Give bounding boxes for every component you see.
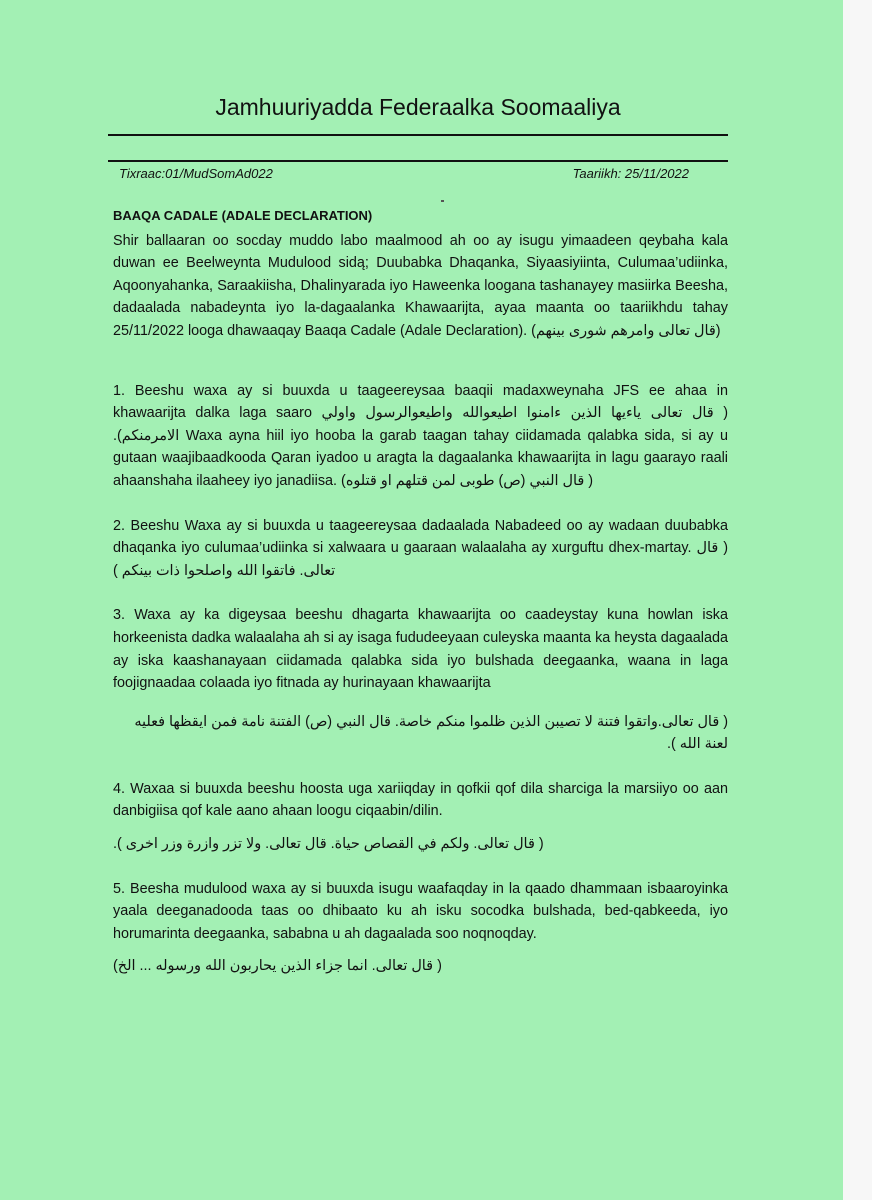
declaration-heading: BAAQA CADALE (ADALE DECLARATION) <box>113 208 373 223</box>
document-title: Jamhuuriyadda Federaalka Soomaaliya <box>215 94 621 120</box>
point-5-quote: ( قال تعالى. انما جزاء الذين يحاربون الله ورسوله ... الخ) <box>113 958 442 975</box>
point-4 <box>113 778 728 856</box>
point-2-text: 2. Beeshu Waxa ay si buuxda u taageereysaa dadaalada Nabadeed oo ay wadaan duubabka dhaqanka iyo culumaa’udiinka si xalwaara u gaaraan walaalaha ay xurguftu dhex-martay. <box>113 517 728 557</box>
point-5-paragraph: 5. Beesha mudulood waxa ay si buuxda isugu waafaqday in la qaado dhammaan isbaaroyinka yaala deeganadooda taas oo dhibaato ku ah isku socodka bulshada, bed-qabkeeda, iyo horumarinta deegaanka, sababna u ah dagaalada soo noqnoqday. <box>113 880 728 942</box>
header-divider <box>108 160 728 162</box>
point-1-text: 1. Beeshu waxa ay si buuxda u taageereysaa baaqii madaxweynaha JFS ee ahaa in khawaarijta dalka laga saaro <box>113 382 728 422</box>
point-3-quote: ( قال تعالى.واتقوا فتنة لا تصيبن الذين ظلموا منكم خاصة. قال النبي (ص) الفتنة نامة فمن ايقظها فعليه لعنة الله ). <box>134 713 728 753</box>
scan-margin <box>843 0 872 1200</box>
scan-speck <box>441 200 444 202</box>
point-4-quote: ( قال تعالى. ولكم في القصاص حياة. قال تعالى. ولا تزر وازرة وزر اخرى ). <box>113 836 544 853</box>
reference-number: Tixraac:01/MudSomAd022 <box>119 166 273 181</box>
intro-paragraph <box>113 230 728 343</box>
title-divider <box>108 134 728 136</box>
point-4-paragraph: 4. Waxaa si buuxda beeshu hoosta uga xariiqday in qofkii qof dila sharciga la marsiiyo oo aan danbigiisa qof kale aano ahaan loogu ciqaabin/dilin. <box>113 780 728 820</box>
intro-quote: (قال تعالى وامرهم شورى بينهم) <box>531 322 721 339</box>
document-date: Taariikh: 25/11/2022 <box>572 166 689 181</box>
point-1-paragraph <box>113 380 728 493</box>
point-3 <box>113 604 728 756</box>
point-1-quote-2: ( قال النبي (ص) طوبى لمن قتلهم او قتلوه) <box>341 472 594 489</box>
point-2-quote: ( قال تعالى. فاتقوا الله واصلحوا ذات بينكم ) <box>113 540 729 579</box>
point-5 <box>113 878 728 978</box>
point-2 <box>113 515 728 583</box>
point-2-paragraph <box>113 515 728 583</box>
point-3-paragraph: 3. Waxa ay ka digeysaa beeshu dhagarta khawaarijta oo caadeystay kuna howlan iska horkeenista dadka walaalaha ah si ay isaga fududeeyaan culeyska maanta ka heysta dagaalada ay iska kaashanayaan ciidamada qalabka sida iyo bulshada deegaanka, waana in laga foojignaadaa colaada iyo fitnada ay hurinayaan khawaarijta <box>113 607 728 692</box>
point-1-text-2: Waxa ayna hiil iyo hooba la garab taagan tahay ciidamada qalabka sida, si ay u gutaan waajibaadkooda Qaran iyadoo u aragta la dagaalanka khawaarijta in lagu gaarayo raali ahaanshaha ilaaheey iyo janadiisa. <box>113 427 728 489</box>
document-body <box>113 205 728 1000</box>
intro-text: Shir ballaaran oo socday muddo labo maalmood ah oo ay isugu yimaadeen qeybaha kala duwan ee Beelweynta Mudulood sidą; Duubabka Dhaqanka, Siyaasiyiinta, Culumaa’udiinka, Aqoonyahanka, Saraakiisha, Dhalinyarada iyo Haweenka loogana tashanayey masiirka Beesha, dadaalada nabadeynta iyo la-dagaalanka Khawaarijta, ayaa maanta oo taariikhdu tahay 25/11/2022 looga dhawaaqay Baaqa Cadale (Adale Declaration). <box>113 232 728 339</box>
point-1 <box>113 380 728 493</box>
point-1-quote: ( قال تعالى ياءيها الذين ءامنوا اطيعوالله واطيعوالرسول واولي الامرمنكم). <box>113 405 728 444</box>
